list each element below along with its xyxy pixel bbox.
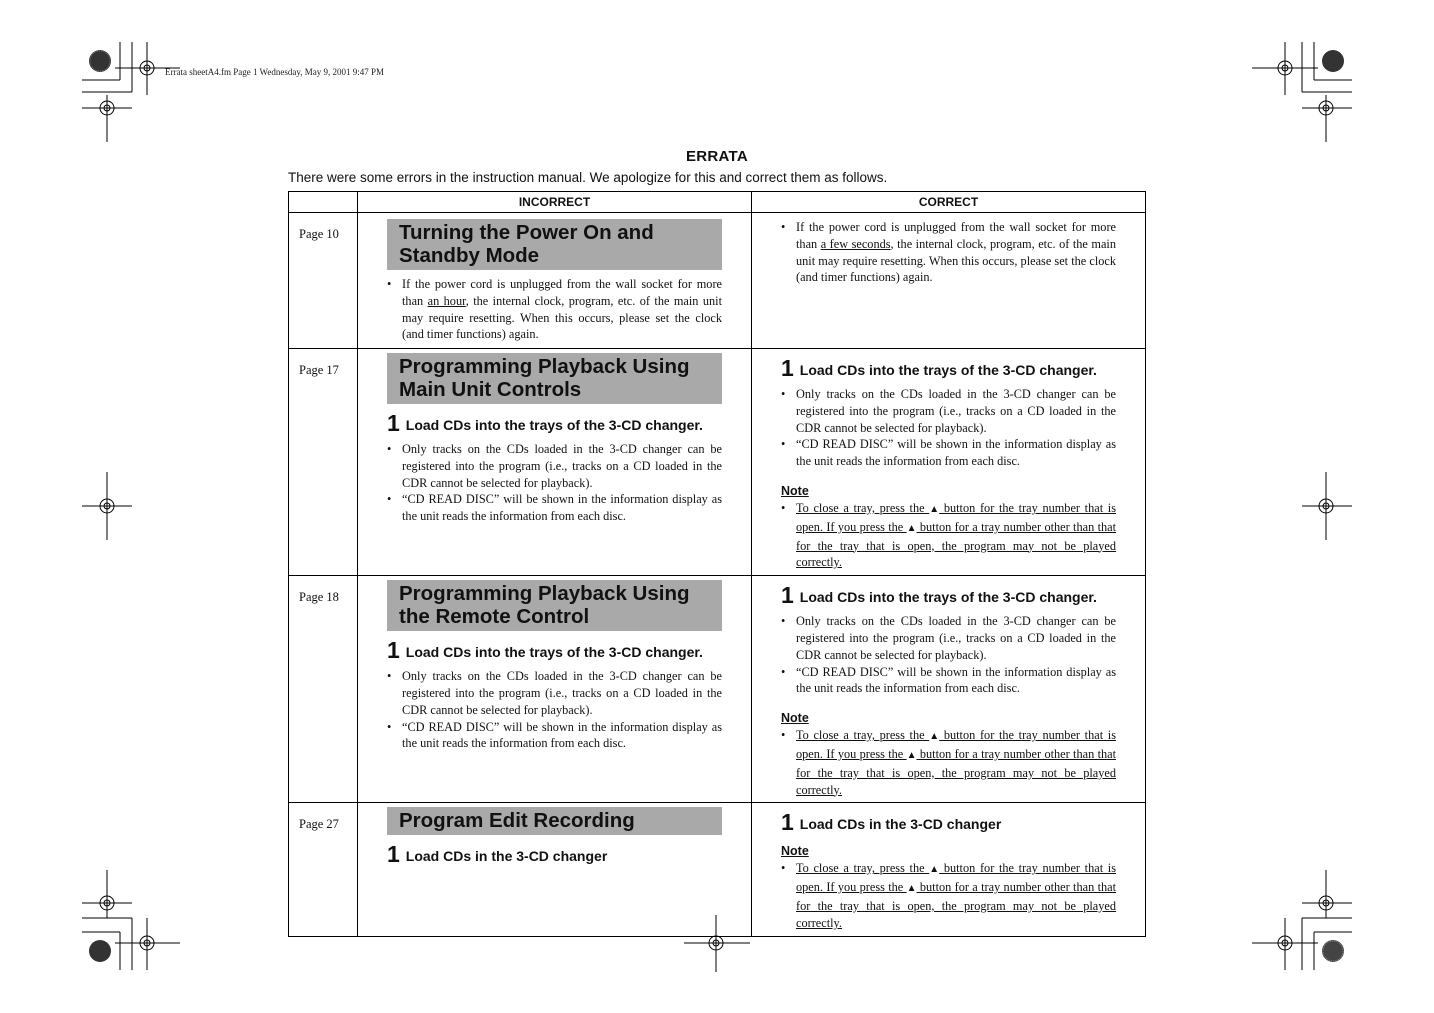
underlined-correction: a few seconds xyxy=(820,236,891,251)
eject-icon: ▲ xyxy=(906,522,917,534)
incorrect-cell xyxy=(358,803,752,936)
page-ref: Page 18 xyxy=(289,576,358,803)
correct-cell xyxy=(752,803,1146,936)
note-list xyxy=(781,860,1116,931)
page-ref: Page 10 xyxy=(289,213,358,349)
note-label: Note xyxy=(781,483,809,498)
step-heading: 1 Load CDs into the trays of the 3-CD changer. xyxy=(387,637,703,664)
note-item: • To close a tray, press the ▲ button for the tray number that is open. If you press the ▲ button for a tray number other than that for the tray that is open, the program may not be played correctly. xyxy=(781,500,1116,571)
note-list xyxy=(781,500,1116,571)
note-label: Note xyxy=(781,844,809,859)
note-label: Note xyxy=(781,711,809,726)
correct-cell xyxy=(752,349,1146,576)
eject-icon: ▲ xyxy=(929,731,940,743)
bullet-list xyxy=(387,441,722,525)
page-ref: Page 27 xyxy=(289,803,358,936)
underlined-error: an hour xyxy=(427,293,466,308)
section-heading: Program Edit Recording xyxy=(387,807,722,835)
step-heading: 1 Load CDs into the trays of the 3-CD changer. xyxy=(781,582,1097,609)
eject-icon: ▲ xyxy=(929,503,940,515)
eject-icon: ▲ xyxy=(906,883,917,895)
table-row xyxy=(289,803,1146,936)
note-item: • To close a tray, press the ▲ button for the tray number that is open. If you press the ▲ button for a tray number other than that for the tray that is open, the program may not be played correctly. xyxy=(781,860,1116,931)
bullet-list xyxy=(781,386,1116,470)
list-item: • “CD READ DISC” will be shown in the information display as the unit reads the information from each disc. xyxy=(387,719,722,753)
list-item: • Only tracks on the CDs loaded in the 3-CD changer can be registered into the program (i.e., tracks on a CD loaded in the CDR cannot be selected for playback). xyxy=(781,386,1116,436)
correct-cell xyxy=(752,576,1146,803)
incorrect-cell xyxy=(358,213,752,349)
bullet-list xyxy=(387,276,722,343)
note-item: • To close a tray, press the ▲ button for the tray number that is open. If you press the ▲ button for a tray number other than that for the tray that is open, the program may not be played correctly. xyxy=(781,727,1116,798)
list-item: • “CD READ DISC” will be shown in the information display as the unit reads the information from each disc. xyxy=(781,664,1116,698)
page-title: ERRATA xyxy=(685,148,749,165)
bullet-list xyxy=(781,613,1116,697)
section-heading: Turning the Power On and Standby Mode xyxy=(387,219,722,270)
table-row xyxy=(289,576,1146,803)
eject-icon: ▲ xyxy=(929,864,940,876)
list-item: • Only tracks on the CDs loaded in the 3-CD changer can be registered into the program (i.e., tracks on a CD loaded in the CDR cannot be selected for playback). xyxy=(387,441,722,491)
list-item: • Only tracks on the CDs loaded in the 3-CD changer can be registered into the program (i.e., tracks on a CD loaded in the CDR cannot be selected for playback). xyxy=(781,613,1116,663)
eject-icon: ▲ xyxy=(906,749,917,761)
page-ref: Page 17 xyxy=(289,349,358,576)
intro-text: There were some errors in the instruction manual. We apologize for this and correct them as follows. xyxy=(288,170,888,185)
table-header-row xyxy=(289,192,1146,213)
table-row xyxy=(289,213,1146,349)
errata-table xyxy=(288,191,1146,937)
bullet-list xyxy=(781,219,1116,286)
note-list xyxy=(781,727,1116,798)
col-header-incorrect: INCORRECT xyxy=(358,192,752,213)
bullet-list xyxy=(387,668,722,752)
step-heading: 1 Load CDs in the 3-CD changer xyxy=(781,809,1002,836)
list-item: • If the power cord is unplugged from the wall socket for more than an hour, the internal clock, program, etc. of the main unit may require resetting. When this occurs, please set the clock (and timer functions) again. xyxy=(387,276,722,343)
incorrect-cell xyxy=(358,576,752,803)
step-heading: 1 Load CDs in the 3-CD changer xyxy=(387,841,608,868)
step-heading: 1 Load CDs into the trays of the 3-CD changer. xyxy=(387,410,703,436)
col-header-correct: CORRECT xyxy=(752,192,1146,213)
list-item: • If the power cord is unplugged from the wall socket for more than a few seconds, the internal clock, program, etc. of the main unit may require resetting. When this occurs, please set the clock (and timer functions) again. xyxy=(781,219,1116,286)
col-header-page xyxy=(289,192,358,213)
step-heading: 1 Load CDs into the trays of the 3-CD changer. xyxy=(781,355,1097,381)
list-item: • Only tracks on the CDs loaded in the 3-CD changer can be registered into the program (i.e., tracks on a CD loaded in the CDR cannot be selected for playback). xyxy=(387,668,722,718)
section-heading: Programming Playback Using Main Unit Controls xyxy=(387,353,722,404)
list-item: • “CD READ DISC” will be shown in the information display as the unit reads the information from each disc. xyxy=(387,491,722,525)
list-item: • “CD READ DISC” will be shown in the information display as the unit reads the information from each disc. xyxy=(781,436,1116,470)
section-heading: Programming Playback Using the Remote Control xyxy=(387,580,722,631)
correct-cell xyxy=(752,213,1146,349)
table-row xyxy=(289,349,1146,576)
incorrect-cell xyxy=(358,349,752,576)
file-header: Errata sheetA4.fm Page 1 Wednesday, May 9, 2001 9:47 PM xyxy=(165,67,384,77)
